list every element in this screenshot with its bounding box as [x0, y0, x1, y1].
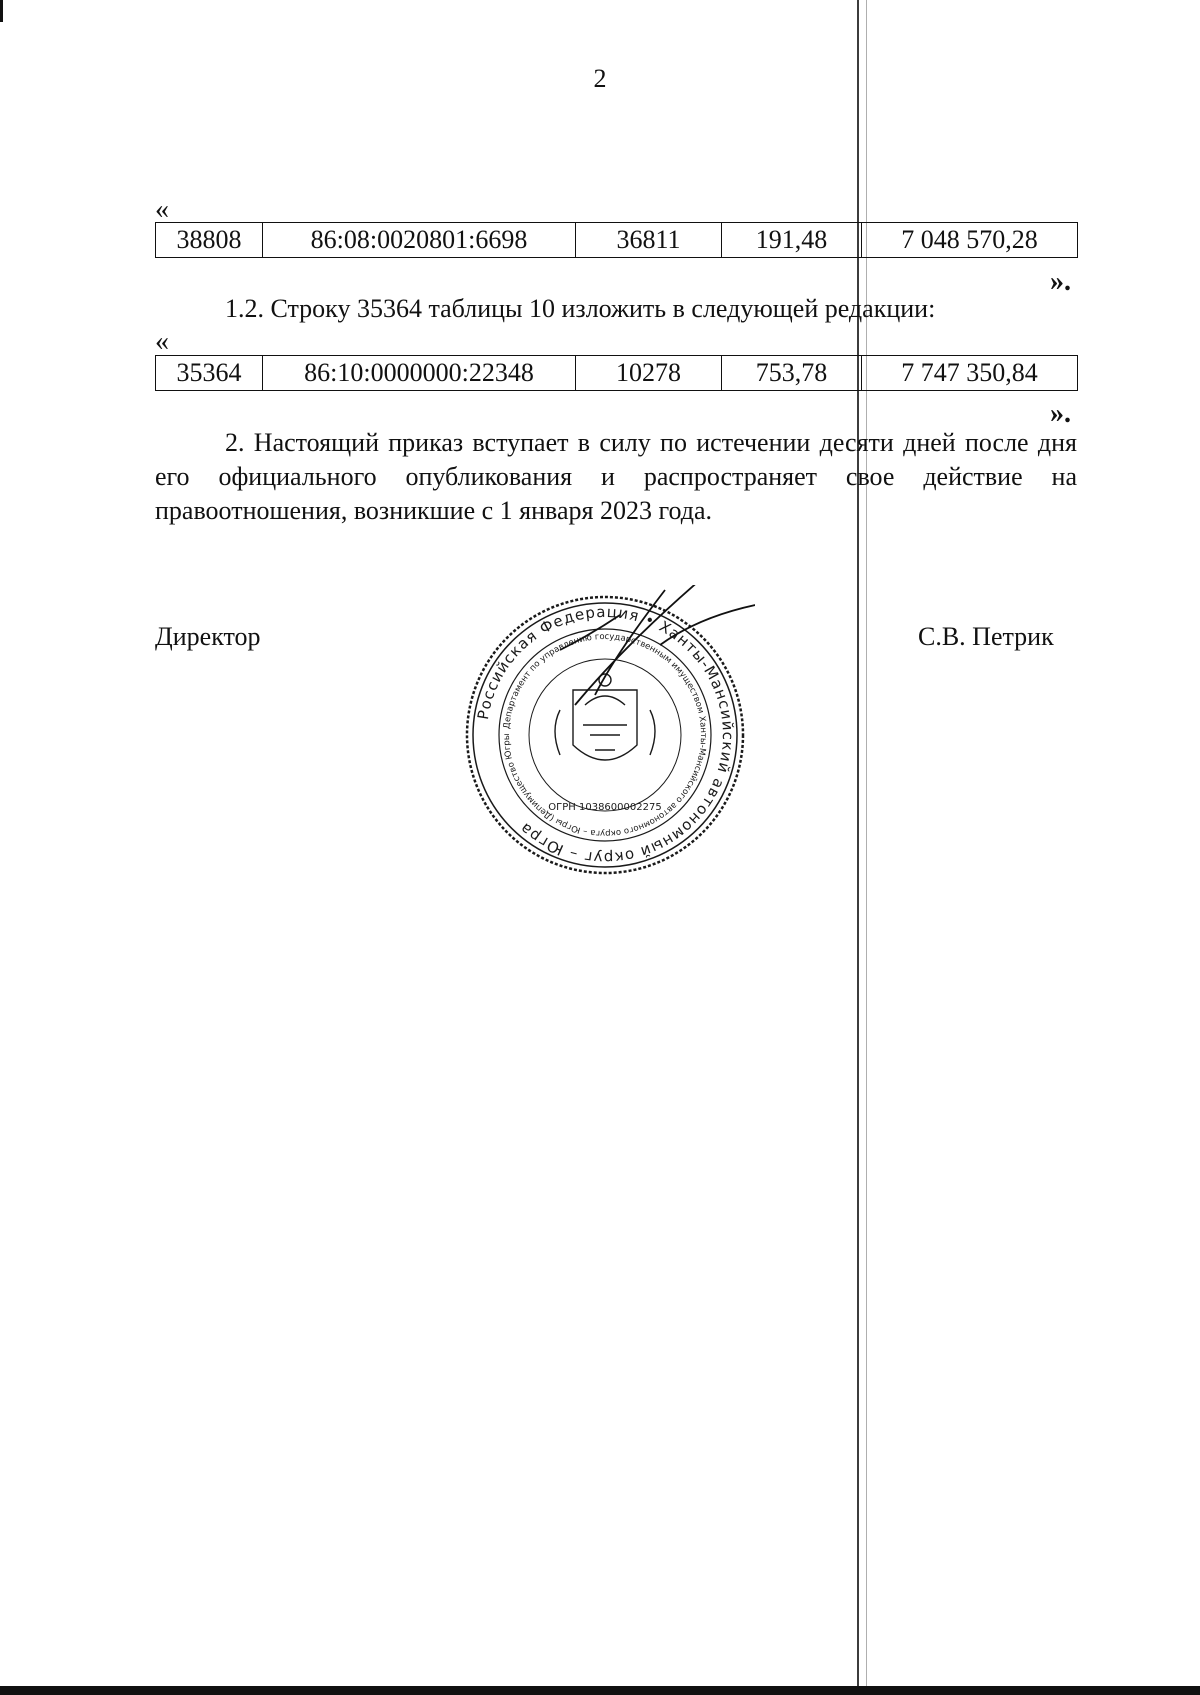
cell-value: 753,78: [722, 356, 862, 391]
cell-row-number: 38808: [156, 223, 263, 258]
svg-text:ОГРН 1038600002275: ОГРН 1038600002275: [548, 802, 662, 813]
table-row-35364: [155, 355, 1078, 391]
bottom-scan-edge: [0, 1686, 1200, 1695]
cell-row-number: 35364: [156, 356, 263, 391]
svg-text:Российская Федерация • Ханты-М: Российская Федерация • Ханты-Мансийский автономный округ – Югра: [474, 602, 738, 868]
cell-code: 36811: [576, 223, 722, 258]
svg-text:Департамент по управлению госу: Департамент по управлению государственным имуществом Ханты-Мансийского автономного округа – Югры (Депимущество Югры: [501, 631, 709, 839]
left-margin-mark: [0, 0, 3, 22]
cell-cadastral-number: 86:08:0020801:6698: [263, 223, 576, 258]
page-number: 2: [593, 64, 607, 93]
clause-1-2: 1.2. Строку 35364 таблицы 10 изложить в следующей редакции:: [225, 294, 936, 323]
table-row-38808: [155, 222, 1078, 258]
closing-quote: ».: [1050, 266, 1071, 297]
clause-2: 2. Настоящий приказ вступает в силу по истечении десяти дней после дня его официального опубликования и распространяет свое действие на правоотношения, возникшие с 1 января 2023 года.: [155, 428, 1077, 525]
cell-code: 10278: [576, 356, 722, 391]
closing-quote-2: ».: [1050, 398, 1071, 429]
cell-cost: 7 048 570,28: [862, 223, 1078, 258]
cell-value: 191,48: [722, 223, 862, 258]
cell-cadastral-number: 86:10:0000000:22348: [263, 356, 576, 391]
signatory-name: С.В. Петрик: [918, 622, 1054, 651]
official-seal: [455, 585, 755, 885]
opening-quote-2: «: [155, 326, 169, 357]
signatory-position: Директор: [155, 622, 261, 651]
cell-cost: 7 747 350,84: [862, 356, 1078, 391]
opening-quote: «: [155, 194, 169, 225]
